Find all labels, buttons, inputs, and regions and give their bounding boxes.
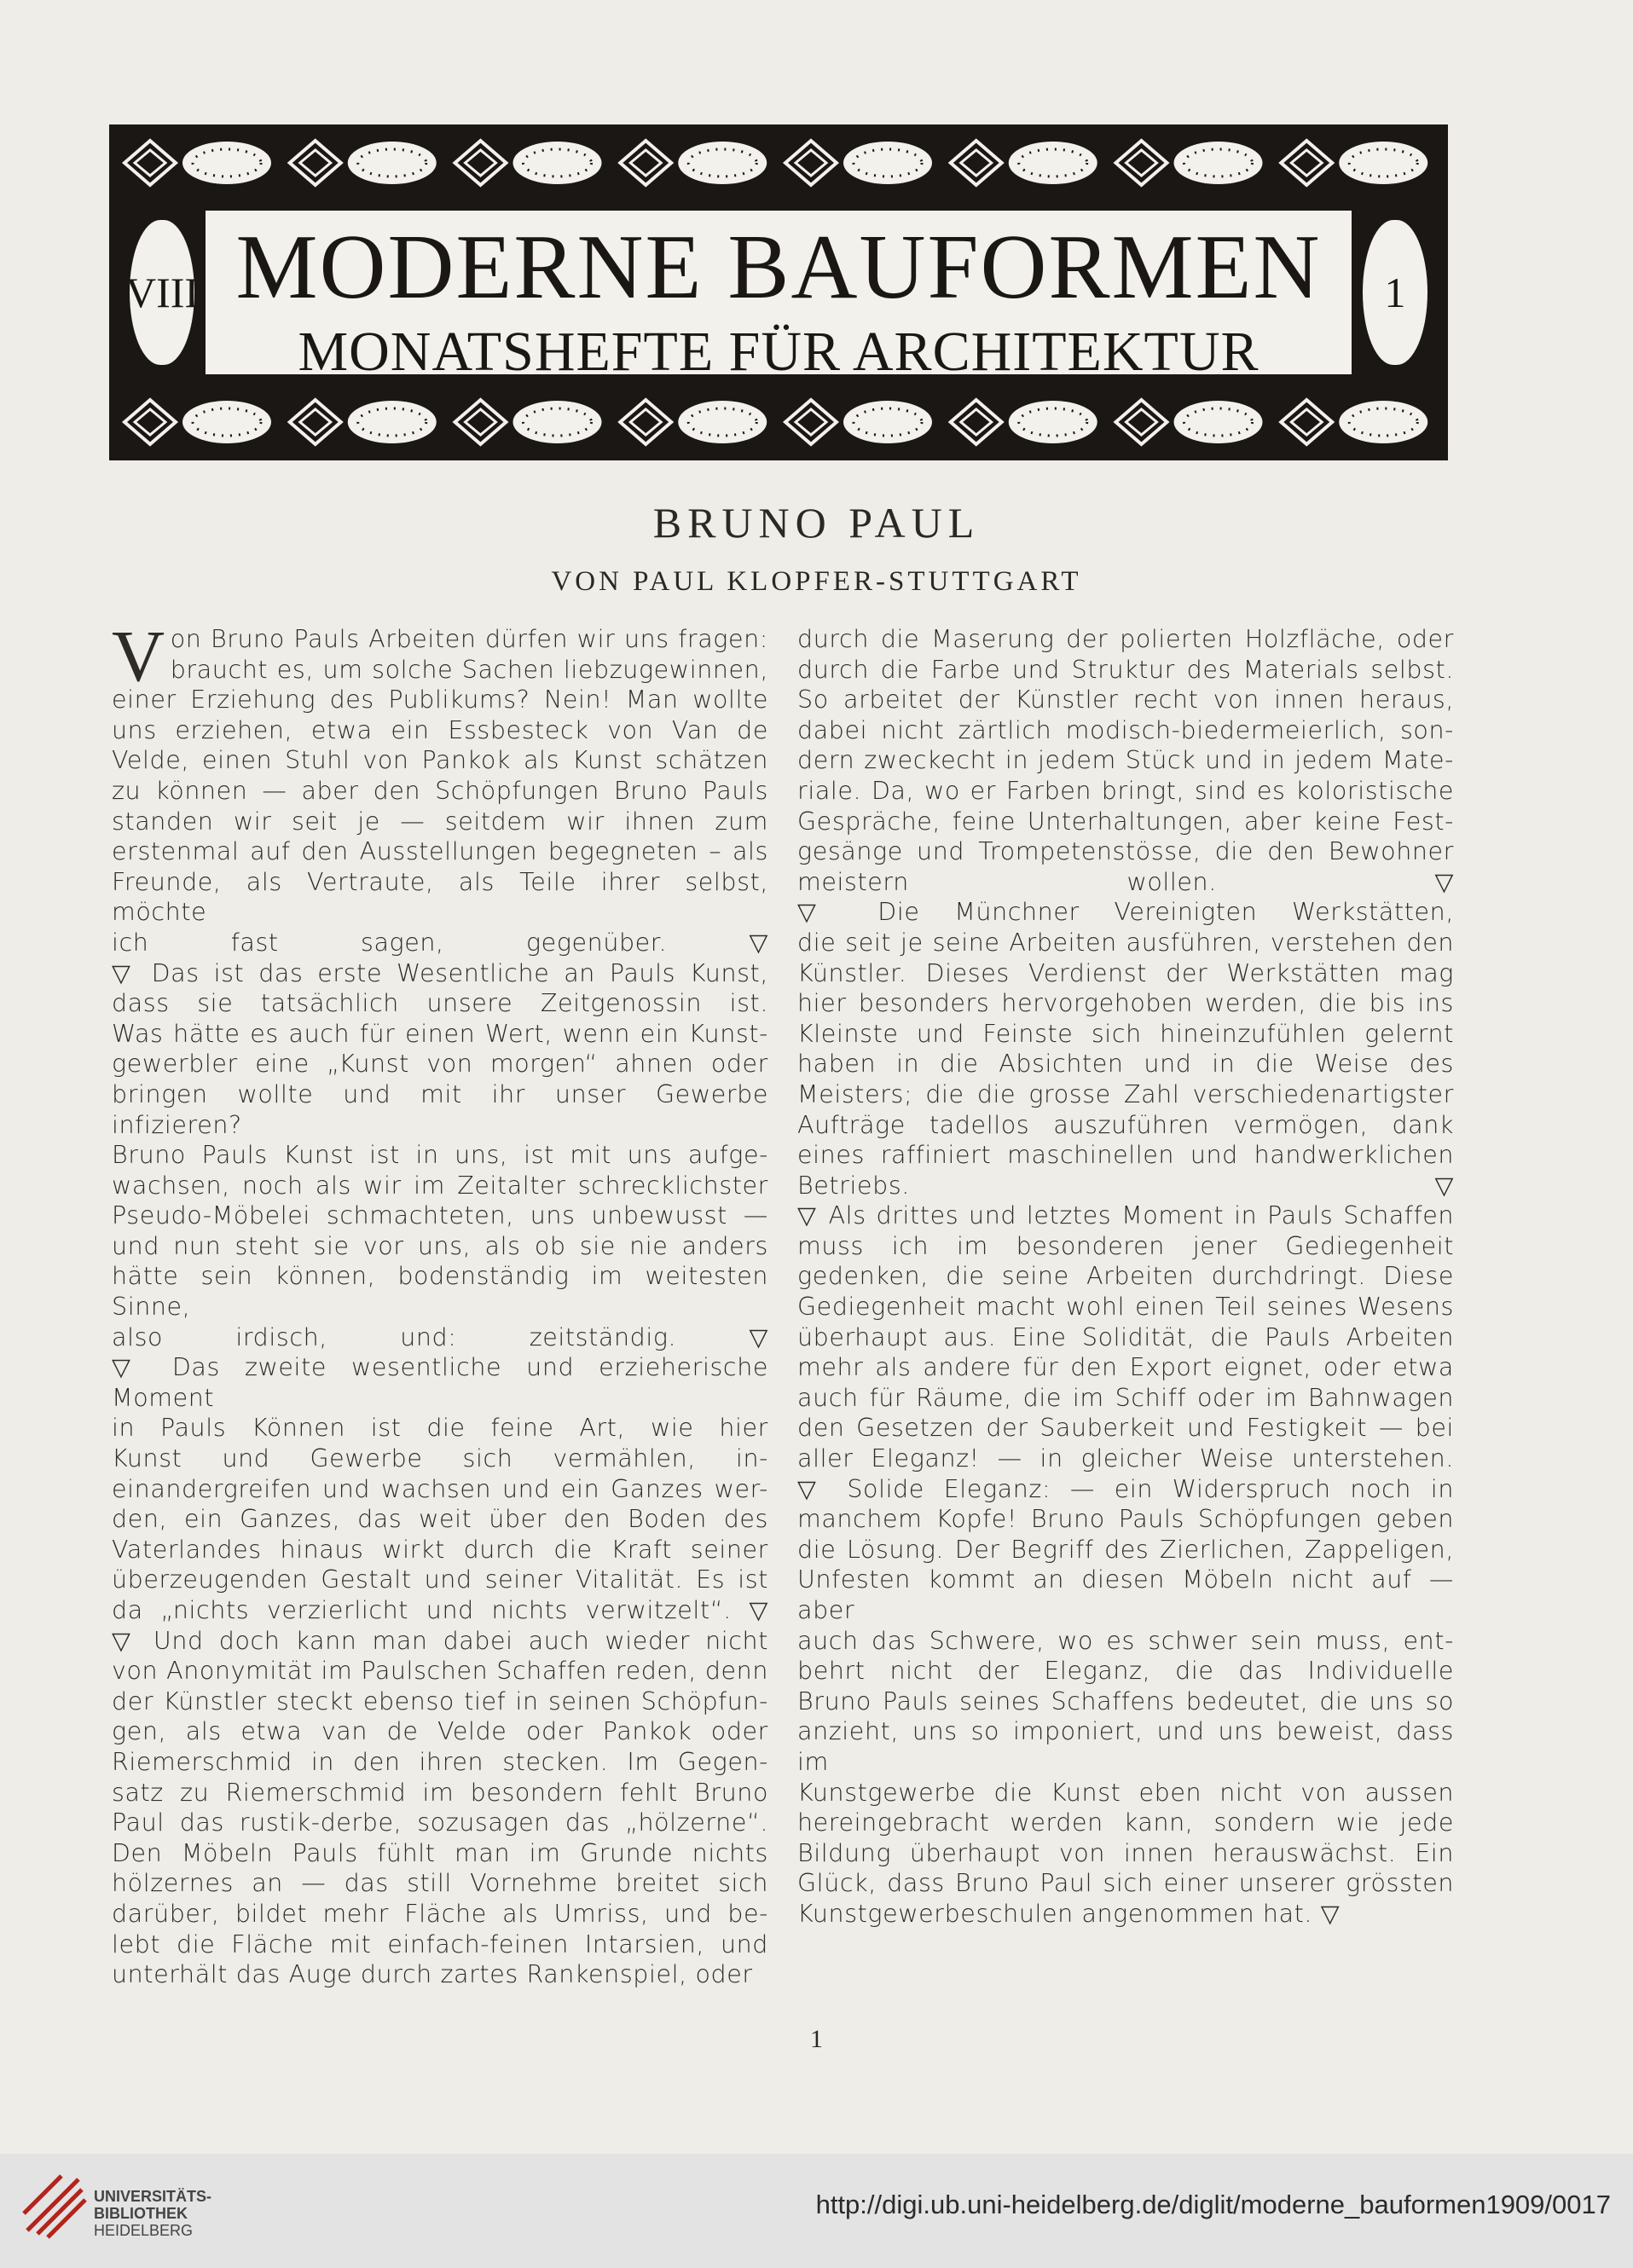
ornament-cell [1281,141,1427,185]
text-line: Kleinste und Feinste sich hineinzufühlen gelernt [797,1019,1454,1048]
text-line: on Bruno Pauls Arbeiten dürfen wir uns fragen: [170,625,768,653]
ornament-cell [455,141,602,185]
text-line: Vaterlandes hinaus wirkt durch die Kraft seiner [112,1535,768,1564]
ornament-cell [785,400,932,444]
ornament-cell [785,141,932,185]
text-line: auch für Räume, die im Schiff oder im Bahnwagen [797,1383,1454,1412]
text-line: Aufträge tadellos auszuführen vermögen, dank [797,1110,1454,1139]
text-line: gewerbler eine „Kunst von morgen“ ahnen oder [112,1050,768,1079]
text-line: ▽ Das ist das erste Wesentliche an Pauls Kunst, [112,958,768,987]
text-line: gedenken, die seine Arbeiten durchdringt. Diese [797,1262,1454,1291]
volume-label: VIII [130,220,194,365]
ornament-cell [1116,400,1263,444]
text-line: ▽ Die Münchner Vereinigten Werkstätten, [797,898,1454,927]
ornament-cell [620,400,767,444]
text-line: die seit je seine Arbeiten ausführen, verstehen den [797,928,1454,957]
ornament-cell [290,400,437,444]
text-line: Bildung überhaupt von innen herauswächst. Ein [797,1838,1454,1867]
text-line: einer Erziehung des Publikums? Nein! Man wollte [112,686,768,715]
text-line: uns erziehen, etwa ein Essbesteck von Van de [112,715,768,744]
issue-label: 1 [1363,220,1427,365]
university-library-logo-icon [19,2171,90,2242]
text-line: der Künstler steckt ebenso tief in seinen Schöpfun- [112,1687,768,1715]
text-line: die Lösung. Der Begriff des Zierlichen, Zappeligen, [797,1535,1454,1564]
text-line: überhaupt aus. Eine Solidität, die Pauls Arbeiten [797,1322,1454,1351]
text-line: Künstler. Dieses Verdienst der Werkstätten mag [797,958,1454,987]
text-line: satz zu Riemerschmid im besondern fehlt Bruno [112,1778,768,1807]
text-line: Gediegenheit macht wohl einen Teil seines Wesens [797,1293,1454,1322]
text-line: meistern wollen. ▽ [797,867,1454,896]
ornament-band-top [118,135,1439,191]
text-line: einandergreifen und wachsen und ein Ganzes wer- [112,1474,768,1503]
text-line: da „nichts verzierlicht und nichts verwitzelt“. ▽ [112,1596,768,1624]
ornament-band-bottom [118,394,1439,450]
text-line: dass sie tatsächlich unsere Zeitgenossin ist. [112,989,768,1018]
text-line: Freunde, als Vertraute, als Teile ihrer selbst, möchte [112,867,768,927]
text-line: Paul das rustik-derbe, sozusagen das „hölzerne“. [112,1808,768,1837]
text-line: Bruno Pauls seines Schaffens bedeutet, die uns so [797,1687,1454,1715]
article-author: VON PAUL KLOPFER-STUTTGART [551,566,1082,597]
text-line: eines raffiniert maschinellen und handwerklichen [797,1141,1454,1170]
text-line: darüber, bildet mehr Fläche als Umriss, und be- [112,1899,768,1928]
text-line: dern zweckecht in jedem Stück und in jedem Mate- [797,746,1454,775]
text-line: gesänge und Trompetenstösse, die den Bewohner [797,837,1454,866]
text-line: So arbeitet der Künstler recht von innen heraus, [797,686,1454,715]
text-line: Velde, einen Stuhl von Pankok als Kunst schätzen [112,746,768,775]
text-line: hier besonders hervorgehoben werden, die bis ins [797,989,1454,1018]
text-line: mehr als andere für den Export eignet, oder etwa [797,1353,1454,1382]
ornament-cell [290,141,437,185]
text-line: ▽ Und doch kann man dabei auch wieder nicht [112,1626,768,1655]
text-line: hätte sein können, bodenständig im weitesten Sinne, [112,1262,768,1322]
text-line: Kunstgewerbeschulen angenommen hat. ▽ [797,1899,1341,1928]
text-line: aller Eleganz! — in gleicher Weise unterstehen. [797,1444,1454,1473]
ornament-cell [125,141,271,185]
ornament-cell [620,141,767,185]
text-line: behrt nicht der Eleganz, die das Individuelle [797,1657,1454,1686]
text-line: in Pauls Können ist die feine Art, wie hier [112,1414,768,1443]
ornament-cell [1281,400,1427,444]
text-line: erstenmal auf den Ausstellungen begegneten – als [112,837,768,866]
ornament-cell [1116,141,1263,185]
text-line: hölzernes an — das still Vornehme breitet sich [112,1869,768,1898]
text-line: überzeugenden Gestalt und seiner Vitalität. Es ist [112,1565,768,1594]
text-line: Gespräche, feine Unterhaltungen, aber keine Fest- [797,807,1454,836]
text-line: also irdisch, und: zeitständig. ▽ [112,1322,768,1351]
text-line: riale. Da, wo er Farben bringt, sind es koloristische [797,776,1454,805]
text-line: ▽ Solide Eleganz: — ein Widerspruch noch in [797,1474,1454,1503]
library-name [94,2188,211,2239]
text-line: Unfesten kommt an diesen Möbeln nicht auf — aber [797,1565,1454,1624]
text-line: auch das Schwere, wo es schwer sein muss, ent- [797,1626,1454,1655]
text-line: ▽ Als drittes und letztes Moment in Pauls Schaffen [797,1201,1454,1230]
text-line: lebt die Fläche mit einfach-feinen Intarsien, und [112,1930,768,1958]
text-line: wachsen, noch als wir im Zeitalter schrecklichster [112,1171,768,1200]
page-number: 1 [810,2025,823,2053]
text-line: ich fast sagen, gegenüber. ▽ [112,928,768,957]
text-line: durch die Farbe und Struktur des Materials selbst. [797,655,1454,684]
text-line: ▽ Das zweite wesentliche und erzieherische Moment [112,1353,768,1412]
text-line: Betriebs. ▽ [797,1171,1454,1200]
text-line: den Gesetzen der Sauberkeit und Festigkeit — bei [797,1414,1454,1443]
ornament-cell [951,400,1097,444]
text-line: Den Möbeln Pauls fühlt man im Grunde nichts [112,1838,768,1867]
ornament-cell [951,141,1097,185]
text-line: haben in die Absichten und in die Weise des [797,1050,1454,1079]
text-column-left [112,615,768,1990]
text-line: dabei nicht zärtlich modisch-biedermeierlich, son- [797,715,1454,744]
text-line: von Anonymität im Paulschen Schaffen reden, denn [112,1657,768,1686]
text-line: durch die Maserung der polierten Holzfläche, oder [797,625,1454,653]
source-url-link[interactable]: http://digi.ub.uni-heidelberg.de/diglit/moderne_bauformen1909/0017 [815,2190,1611,2219]
library-footer [0,2154,1633,2268]
text-line: zu können — aber den Schöpfungen Bruno Pauls [112,776,768,805]
text-line: braucht es, um solche Sachen liebzugewinnen, [170,655,768,684]
text-line: anzieht, uns so imponiert, und uns beweist, dass im [797,1717,1454,1776]
title-panel [118,200,1439,385]
ornament-cell [125,400,271,444]
library-name-line2: BIBLIOTHEK [94,2205,188,2222]
text-line: standen wir seit je — seitdem wir ihnen zum [112,807,768,836]
masthead-banner [109,124,1448,460]
magazine-subtitle: MONATSHEFTE FÜR ARCHITEKTUR [298,321,1259,383]
text-line: Bruno Pauls Kunst ist in uns, ist mit uns aufge- [112,1141,768,1170]
text-line: Meisters; die die grosse Zahl verschiedenartigster [797,1079,1454,1108]
text-line: manchem Kopfe! Bruno Pauls Schöpfungen geben [797,1505,1454,1534]
text-line: und nun steht sie vor uns, als ob sie nie anders [112,1231,768,1260]
text-line: Riemerschmid in den ihren stecken. Im Gegen- [112,1747,768,1776]
text-line: unterhält das Auge durch zartes Rankenspiel, oder [112,1960,753,1989]
library-name-line3: HEIDELBERG [94,2222,194,2239]
ornament-cell [455,400,602,444]
text-line: hereingebracht werden kann, sondern wie jede [797,1808,1454,1837]
article-title: BRUNO PAUL [652,499,981,547]
text-line: Glück, dass Bruno Paul sich einer unserer grössten [797,1869,1454,1898]
text-line: Was hätte es auch für einen Wert, wenn ein Kunst- [112,1019,768,1048]
text-line: bringen wollte und mit ihr unser Gewerbe infizieren? [112,1079,768,1139]
text-line: Pseudo-Möbelei schmachteten, uns unbewusst — [112,1201,768,1230]
text-line: muss ich im besonderen jener Gediegenheit [797,1231,1454,1260]
text-line: Kunst und Gewerbe sich vermählen, in- [112,1444,768,1473]
text-line: den, ein Ganzes, das weit über den Boden des [112,1505,768,1534]
title-box [203,208,1354,383]
text-column-right [797,624,1454,1930]
library-name-line1: UNIVERSITÄTS- [94,2188,212,2205]
magazine-title: MODERNE BAUFORMEN [235,217,1322,318]
text-line: Kunstgewerbe die Kunst eben nicht von aussen [797,1778,1454,1807]
text-line: gen, als etwa van de Velde oder Pankok oder [112,1717,768,1746]
drop-cap: V [112,615,165,697]
